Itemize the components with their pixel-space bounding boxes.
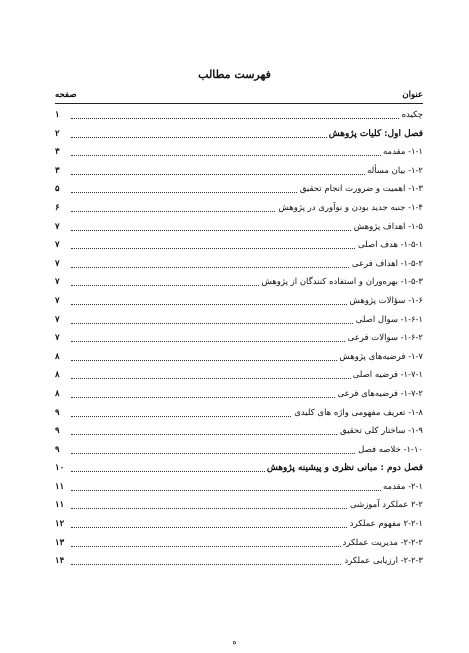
toc-list [55,108,423,573]
toc-entry-page: ۱۳ [55,537,65,548]
toc-entry-page: ۳ [55,165,60,176]
toc-row[interactable] [55,331,423,350]
toc-entry-page: ۲ [55,128,60,139]
toc-row[interactable] [55,498,423,517]
toc-entry-page: ۸ [55,370,60,381]
toc-row[interactable] [55,313,423,332]
toc-entry-label: ۱-۶-۱- سوال اصلی [355,314,423,325]
toc-row[interactable] [55,443,423,462]
toc-entry-label: ۲-۲-۲- مدیریت عملکرد [342,537,423,548]
toc-entry-label: ۱-۴- جنبه جدید بودن و نوآوری در پژوهش [278,202,423,213]
toc-entry-label: ۱-۷-۱- فرضیه اصلی [352,370,423,381]
toc-entry-label: ۱-۵-۱- هدف اصلی [358,240,423,251]
toc-entry-label: ۲-۱- مقدمه [382,481,423,492]
toc-entry-page: ۱۱ [55,481,65,492]
toc-row[interactable] [55,238,423,257]
toc-row[interactable] [55,275,423,294]
toc-entry-label: ۱-۱- مقدمه [382,147,423,158]
header-divider [55,103,423,104]
toc-row[interactable] [55,387,423,406]
dot-leader [71,490,423,491]
toc-entry-label: چکیده [401,110,423,120]
toc-header [55,90,423,102]
toc-row[interactable] [55,350,423,369]
toc-entry-label: ۱-۱۰- خلاصه فصل [358,444,423,455]
toc-entry-page: ۷ [55,221,60,232]
toc-entry-label: ۱-۵-۲- اهداف فرعی [351,258,423,269]
title-column-heading: عنوان [402,90,423,100]
toc-row[interactable] [55,480,423,499]
toc-entry-page: ۹ [55,426,60,437]
toc-entry-label: ۲-۲-۱ مفهوم عملکرد [349,519,423,530]
toc-entry-label: ۱-۹- ساختار کلی تحقیق [340,426,423,437]
toc-row[interactable] [55,554,423,573]
page-title: فهرست مطالب [198,68,271,81]
toc-entry-page: ۱ [55,110,60,120]
toc-entry-page: ۹ [55,444,60,455]
toc-entry-page: ۱۲ [55,519,65,530]
page-number-footer: ه [232,637,237,646]
toc-entry-label: ۱-۸- تعریف مفهومی واژه های کلیدی [294,407,423,418]
toc-row[interactable] [55,257,423,276]
toc-entry-page: ۶ [55,202,60,213]
toc-entry-label: ۱-۳- اهمیت و ضرورت انجام تحقیق [299,184,423,195]
toc-entry-label: ۲-۲ عملکرد آموزشی [349,500,423,511]
toc-entry-page: ۱۴ [55,556,65,567]
toc-entry-page: ۱۰ [55,463,65,474]
toc-entry-page: ۷ [55,314,60,325]
toc-entry-page: ۳ [55,147,60,158]
toc-entry-page: ۸ [55,351,60,362]
toc-row[interactable] [55,145,423,164]
toc-entry-page: ۷ [55,333,60,344]
toc-row[interactable] [55,424,423,443]
toc-entry-page: ۷ [55,277,60,288]
toc-entry-label: ۱-۶-۲- سوالات فرعی [347,333,423,344]
toc-entry-label: ۱-۶- سؤالات پژوهش [349,295,423,306]
toc-entry-label: ۱-۷- فرضیه‌های پژوهش [339,351,423,362]
toc-entry-page: ۵ [55,184,60,195]
toc-entry-label: فصل دوم : مبانی نظری و پیشینه پژوهش [266,463,423,474]
toc-row[interactable] [55,108,423,127]
toc-entry-page: ۷ [55,258,60,269]
toc-row[interactable] [55,368,423,387]
toc-row[interactable] [55,127,423,146]
toc-row[interactable] [55,536,423,555]
toc-row[interactable] [55,406,423,425]
toc-row[interactable] [55,294,423,313]
toc-entry-page: ۱۱ [55,500,65,511]
toc-entry-page: ۷ [55,295,60,306]
toc-row[interactable] [55,182,423,201]
toc-row[interactable] [55,220,423,239]
toc-entry-label: ۱-۵-۳- بهره‌وران و استفاده کنندگان از پژوهش [261,277,423,288]
toc-entry-label: فصل اول: کلیات پژوهش [328,128,423,139]
toc-entry-label: ۲-۲-۳- ارزیابی عملکرد [344,556,423,567]
toc-row[interactable] [55,201,423,220]
dot-leader [71,155,423,156]
toc-entry-page: ۷ [55,240,60,251]
toc-entry-label: ۱-۲- بیان مسأله [367,165,423,176]
toc-row[interactable] [55,517,423,536]
toc-row[interactable] [55,461,423,480]
dot-leader [71,118,423,119]
page-column-heading: صفحه [55,90,77,100]
toc-entry-label: ۱-۵- اهداف پژوهش [353,221,423,232]
toc-row[interactable] [55,164,423,183]
toc-entry-page: ۸ [55,388,60,399]
toc-entry-label: ۱-۷-۲- فرضیه‌های فرعی [337,388,423,399]
toc-entry-page: ۹ [55,407,60,418]
